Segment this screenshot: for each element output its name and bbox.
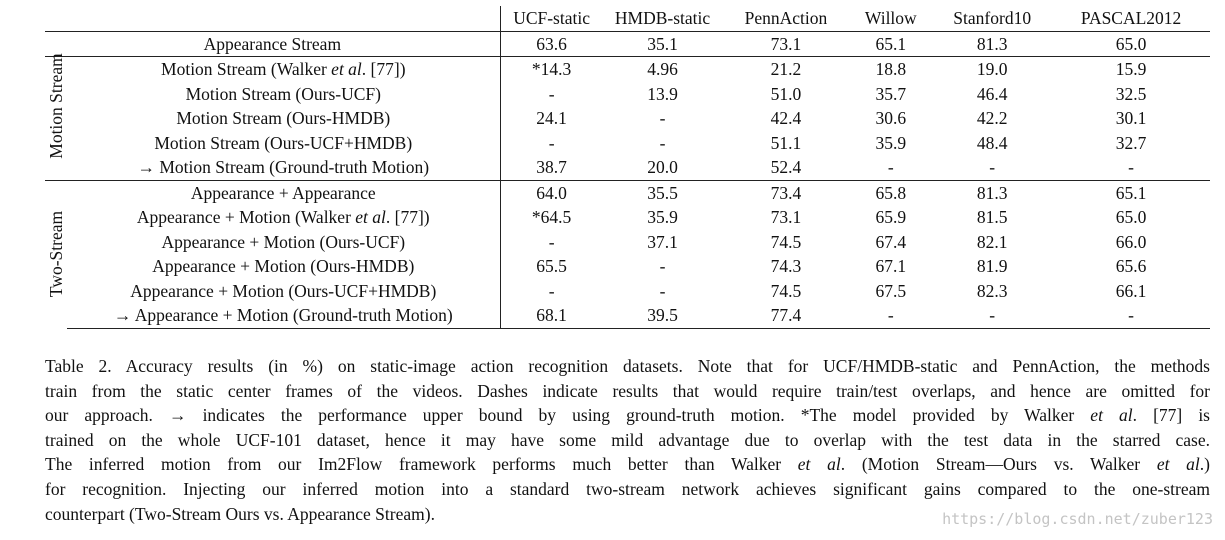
method-cell: Appearance + Motion (Ours-UCF+HMDB) [130, 280, 437, 301]
value-cell: 65.9 [875, 207, 907, 227]
method-cell: Appearance Stream [45, 31, 500, 57]
value-cell: 4.96 [647, 59, 678, 79]
value-cell: - [659, 108, 666, 128]
table-row [45, 254, 1210, 279]
value-cell: 65.8 [875, 182, 907, 203]
col-header-stanford10: Stanford10 [932, 6, 1052, 31]
value-cell: 73.4 [770, 182, 802, 203]
value-cell: 35.9 [647, 207, 678, 227]
caption-text: . (Motion Stream—Ours vs. Walker [840, 454, 1157, 475]
value-cell-best: 51.1 [770, 132, 802, 153]
table-row [45, 57, 1210, 82]
method-italic: et al [331, 59, 362, 79]
table-row [45, 205, 1210, 230]
value-cell: 65.0 [1115, 207, 1147, 227]
value-cell: 32.5 [1115, 83, 1147, 104]
caption-line: counterpart (Two-Stream Ours vs. Appearance Stream). [45, 503, 435, 524]
value-cell: 18.8 [875, 59, 907, 79]
value-cell: - [1052, 303, 1210, 328]
group-label-two-stream [45, 180, 67, 328]
value-cell: - [932, 303, 1052, 328]
value-cell: 81.3 [932, 31, 1052, 57]
value-cell: 19.0 [976, 59, 1008, 79]
table-caption [45, 354, 1210, 526]
value-cell-best: 32.7 [1115, 132, 1147, 153]
value-cell: 77.4 [722, 303, 849, 328]
method-cell [67, 57, 500, 82]
method-cell: Motion Stream (Ours-UCF) [185, 83, 381, 104]
value-cell: 82.1 [976, 231, 1008, 252]
table-row [45, 82, 1210, 107]
value-cell: - [500, 230, 602, 255]
caption-text: The inferred motion from our Im2Flow framework performs much better than Walker [45, 454, 798, 475]
value-cell-best: 35.9 [875, 132, 907, 153]
value-cell: 30.1 [1115, 108, 1147, 128]
value-cell: 46.4 [976, 83, 1008, 104]
method-text: . [77]) [361, 59, 406, 79]
method-cell: Appearance + Appearance [190, 182, 376, 203]
caption-text: .) [1199, 454, 1210, 475]
value-cell: 73.1 [770, 207, 802, 227]
value-cell: 15.9 [1115, 59, 1147, 79]
method-text: Appearance + Motion (Walker [136, 207, 356, 227]
value-cell: 39.5 [603, 303, 723, 328]
method-text: . [77]) [385, 207, 430, 227]
value-cell: 81.5 [976, 207, 1008, 227]
method-text: Motion Stream (Walker [161, 59, 332, 79]
value-cell: 35.7 [875, 83, 907, 104]
caption-line [45, 452, 1210, 477]
table-row [45, 106, 1210, 131]
group-label-text: Motion Stream [45, 53, 66, 159]
method-cell: Appearance + Motion (Ours-UCF) [161, 231, 406, 252]
watermark: https://blog.csdn.net/zuber123 [942, 510, 1213, 528]
col-header-pascal2012: PASCAL2012 [1052, 6, 1210, 31]
value-cell: 74.3 [770, 256, 802, 276]
value-cell: 67.4 [875, 231, 907, 252]
value-cell-best: 82.3 [976, 280, 1008, 301]
table-row-appearance-stream [45, 31, 1210, 57]
value-cell: - [659, 132, 666, 153]
caption-line: Table 2. Accuracy results (in %) on static-image action recognition datasets. Note that for UCF/HMDB-static and PennAction, the methods [45, 356, 1210, 376]
group-label-spacer [45, 155, 67, 180]
col-header-ucf-static: UCF-static [500, 6, 602, 31]
group-label-text: Two-Stream [45, 211, 66, 298]
value-cell: 21.2 [770, 59, 802, 79]
value-cell: 30.6 [875, 108, 907, 128]
table-row-ground-truth [45, 303, 1210, 328]
caption-line: trained on the whole UCF-101 dataset, hence it may have some mild advantage due to overlap with the test data in the starred case. [45, 429, 1210, 450]
table-row [45, 131, 1210, 156]
table-row [45, 180, 1210, 205]
value-cell: - [932, 155, 1052, 180]
value-cell: 65.6 [1115, 256, 1147, 276]
value-cell: 66.0 [1115, 231, 1147, 252]
header-row [45, 6, 1210, 31]
caption-text: our approach. → indicates the performance upper bound by using ground-truth motion. *The model provided by Walker [45, 405, 1091, 426]
value-cell-best: 37.1 [647, 231, 678, 252]
method-cell: Motion Stream (Ours-HMDB) [176, 108, 391, 128]
value-cell: 42.2 [976, 108, 1008, 128]
col-header-pennaction: PennAction [722, 6, 849, 31]
header-empty-method [67, 6, 500, 31]
value-cell: 65.1 [1115, 182, 1147, 203]
value-cell-best: 24.1 [500, 106, 602, 131]
method-cell: Appearance + Motion (Ours-HMDB) [152, 256, 415, 276]
value-cell-best: 48.4 [976, 132, 1008, 153]
value-cell: 51.0 [770, 83, 802, 104]
value-cell: 68.1 [500, 303, 602, 328]
value-cell: - [500, 279, 602, 304]
col-header-willow: Willow [849, 6, 932, 31]
caption-line [45, 403, 1210, 428]
value-cell-best: 67.5 [875, 280, 907, 301]
value-cell: - [500, 131, 602, 156]
value-cell: 65.1 [849, 31, 932, 57]
method-cell: → Appearance + Motion (Ground-truth Motion) [67, 303, 500, 328]
table-row [45, 230, 1210, 255]
caption-italic: et al [1156, 454, 1200, 475]
value-cell-best: 74.5 [770, 280, 802, 301]
value-cell: 35.1 [603, 31, 723, 57]
value-cell-best: 66.1 [1115, 280, 1147, 301]
value-cell: 38.7 [500, 155, 602, 180]
value-cell: 52.4 [722, 155, 849, 180]
caption-italic: et al [1090, 405, 1133, 426]
caption-italic: et al [797, 454, 841, 475]
caption-line: train from the static center frames of the videos. Dashes indicate results that would require train/test overlaps, and hence are omitted for [45, 380, 1210, 401]
value-cell: 64.0 [500, 180, 602, 205]
value-cell: 81.3 [976, 182, 1008, 203]
method-cell: → Motion Stream (Ground-truth Motion) [67, 155, 500, 180]
col-header-hmdb-static: HMDB-static [603, 6, 723, 31]
table-row [45, 279, 1210, 304]
value-cell: *14.3 [500, 57, 602, 82]
method-italic: et al [355, 207, 386, 227]
value-cell: - [659, 256, 666, 276]
value-cell-best: 13.9 [647, 83, 678, 104]
value-cell: 20.0 [603, 155, 723, 180]
value-cell: - [849, 155, 932, 180]
value-cell: - [659, 280, 666, 301]
table-row-ground-truth [45, 155, 1210, 180]
value-cell: 63.6 [500, 31, 602, 57]
value-cell: - [500, 82, 602, 107]
value-cell: - [849, 303, 932, 328]
results-table [45, 6, 1210, 329]
value-cell: 81.9 [976, 256, 1008, 276]
value-cell: 42.4 [770, 108, 802, 128]
value-cell: 73.1 [722, 31, 849, 57]
value-cell-best: 65.5 [500, 254, 602, 279]
header-empty-group [45, 6, 67, 31]
caption-text: . [77] is [1132, 405, 1210, 426]
value-cell: *64.5 [500, 205, 602, 230]
value-cell: - [1052, 155, 1210, 180]
method-cell [67, 205, 500, 230]
group-label-motion-stream [45, 53, 67, 159]
value-cell: 65.0 [1052, 31, 1210, 57]
value-cell: 67.1 [875, 256, 907, 276]
value-cell: 35.5 [647, 182, 678, 203]
value-cell: 74.5 [770, 231, 802, 252]
method-cell: Motion Stream (Ours-UCF+HMDB) [154, 132, 413, 153]
caption-line: for recognition. Injecting our inferred motion into a standard two-stream network achieves significant gains compared to the one-stream [45, 478, 1210, 499]
